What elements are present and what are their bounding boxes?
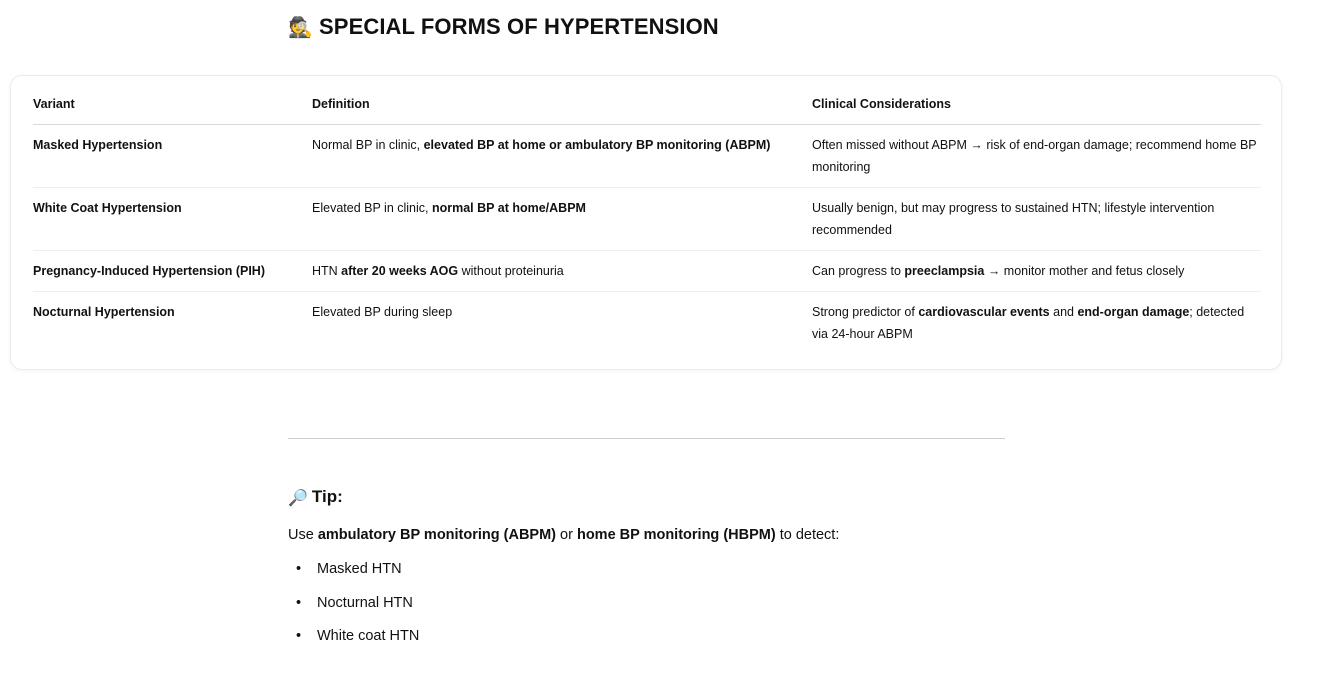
text-segment: and: [1049, 305, 1078, 319]
tip-heading: [288, 487, 343, 507]
cell-variant: White Coat Hypertension: [33, 188, 312, 251]
table-row: [33, 251, 1261, 292]
text-segment: or: [556, 527, 577, 543]
text-segment: Can progress to: [812, 264, 905, 278]
table-row: [33, 292, 1261, 355]
cell-definition: [312, 125, 812, 188]
text-segment: Strong predictor of: [812, 305, 919, 319]
bold-text: ambulatory BP monitoring (ABPM): [317, 527, 557, 543]
cell-clinical: [812, 125, 1261, 188]
text-segment: Usually benign, but may progress to sustained HTN; lifestyle intervention recommended: [812, 201, 1215, 237]
bold-text: after 20 weeks AOG: [341, 264, 459, 278]
detective-emoji-icon: 🕵️: [288, 15, 314, 39]
hypertension-variants-table: [33, 88, 1261, 354]
cell-definition: [312, 251, 812, 292]
cell-variant: Masked Hypertension: [33, 125, 312, 188]
bold-text: end-organ damage: [1077, 305, 1190, 319]
cell-variant: Pregnancy-Induced Hypertension (PIH): [33, 251, 312, 292]
list-item: [288, 625, 419, 659]
text-segment: Often missed without ABPM → risk of end-organ damage; recommend home BP monitoring: [812, 138, 1257, 174]
header-definition: Definition: [312, 88, 812, 125]
bold-text: preeclampsia: [904, 264, 985, 278]
bold-text: normal BP at home/ABPM: [431, 201, 586, 215]
section-heading: [288, 14, 719, 40]
list-item-text: Masked HTN: [317, 561, 402, 577]
table-row: [33, 188, 1261, 251]
text-segment: ; detected via 24-hour ABPM: [812, 305, 1245, 341]
header-clinical: Clinical Considerations: [812, 88, 1261, 125]
cell-definition: [312, 188, 812, 251]
bold-text: elevated BP at home or ambulatory BP monitoring (ABPM): [423, 138, 771, 152]
text-segment: to detect:: [775, 527, 840, 543]
cell-clinical: [812, 188, 1261, 251]
table-card: [10, 75, 1282, 370]
cell-clinical: [812, 292, 1261, 355]
tip-text: [288, 524, 839, 546]
list-item: [288, 558, 419, 592]
section-heading-text: SPECIAL FORMS OF HYPERTENSION: [319, 14, 719, 39]
list-item: [288, 592, 419, 626]
text-segment: → monitor mother and fetus closely: [984, 264, 1185, 278]
table-header-row: [33, 88, 1261, 125]
cell-definition: [312, 292, 812, 355]
cell-variant: Nocturnal Hypertension: [33, 305, 175, 319]
tip-heading-text: Tip:: [311, 487, 343, 506]
text-segment: Elevated BP in clinic,: [312, 201, 432, 215]
text-segment: without proteinuria: [458, 264, 564, 278]
text-segment: Use: [288, 527, 318, 543]
text-segment: Normal BP in clinic,: [312, 138, 424, 152]
bold-text: home BP monitoring (HBPM): [576, 527, 776, 543]
text-segment: HTN: [312, 264, 342, 278]
text-segment: Elevated BP during sleep: [312, 305, 453, 319]
table-row: [33, 125, 1261, 188]
header-variant: Variant: [33, 88, 312, 125]
bullet: •: [296, 594, 302, 611]
horizontal-divider: [288, 438, 1005, 439]
bullet: •: [296, 561, 302, 577]
list-item-text: White coat HTN: [317, 628, 420, 644]
tip-list: [288, 558, 419, 659]
bullet: •: [296, 628, 302, 644]
bold-text: cardiovascular events: [918, 305, 1050, 319]
magnifier-emoji-icon: 🔎: [288, 487, 308, 507]
cell-clinical: [812, 251, 1261, 292]
list-item-text: Nocturnal HTN: [317, 594, 413, 611]
